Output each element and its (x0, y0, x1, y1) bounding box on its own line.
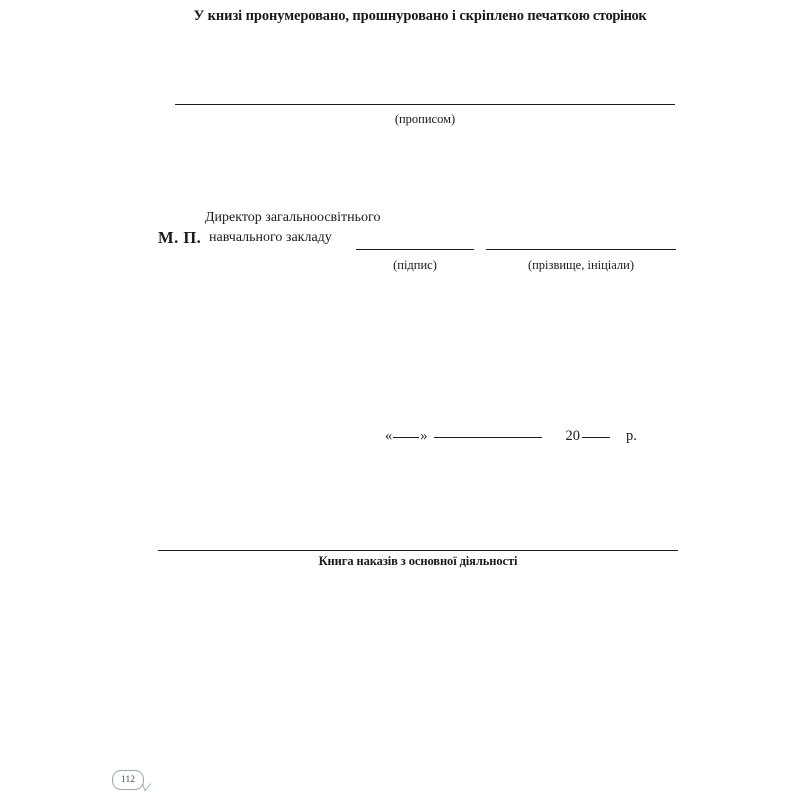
name-caption: (прізвище, ініціали) (527, 258, 635, 272)
seal-mark-label: М. П. (158, 228, 202, 247)
director-label (205, 208, 435, 248)
footer-divider (158, 550, 678, 551)
page-title (150, 8, 690, 25)
director-label-line1: Директор загальноосвітнього (205, 210, 381, 225)
director-label-line2: навчального закладу (209, 230, 332, 245)
name-blank-line (486, 249, 676, 250)
year-suffix: р. (626, 428, 637, 444)
quote-open: « (385, 428, 393, 444)
page-title-main: У книзі пронумеровано, прошнуровано і скріплено печаткою (193, 8, 590, 24)
date-row (385, 428, 637, 445)
year-prefix: 20 (565, 428, 580, 444)
month-blank (434, 437, 542, 438)
signature-blank-line (356, 249, 474, 250)
page-title-tail: сторінок (589, 8, 647, 24)
page-number: 112 (112, 770, 144, 790)
page-number-badge (112, 770, 152, 796)
quote-close: » (420, 428, 428, 444)
written-number-blank-line (175, 104, 675, 105)
year-blank (582, 437, 610, 438)
signature-caption: (підпис) (393, 258, 437, 272)
written-form-caption: (прописом) (394, 112, 456, 126)
footer-title: Книга наказів з основної діяльності (318, 554, 518, 568)
checkmark-icon (142, 783, 152, 793)
day-blank (393, 437, 419, 438)
